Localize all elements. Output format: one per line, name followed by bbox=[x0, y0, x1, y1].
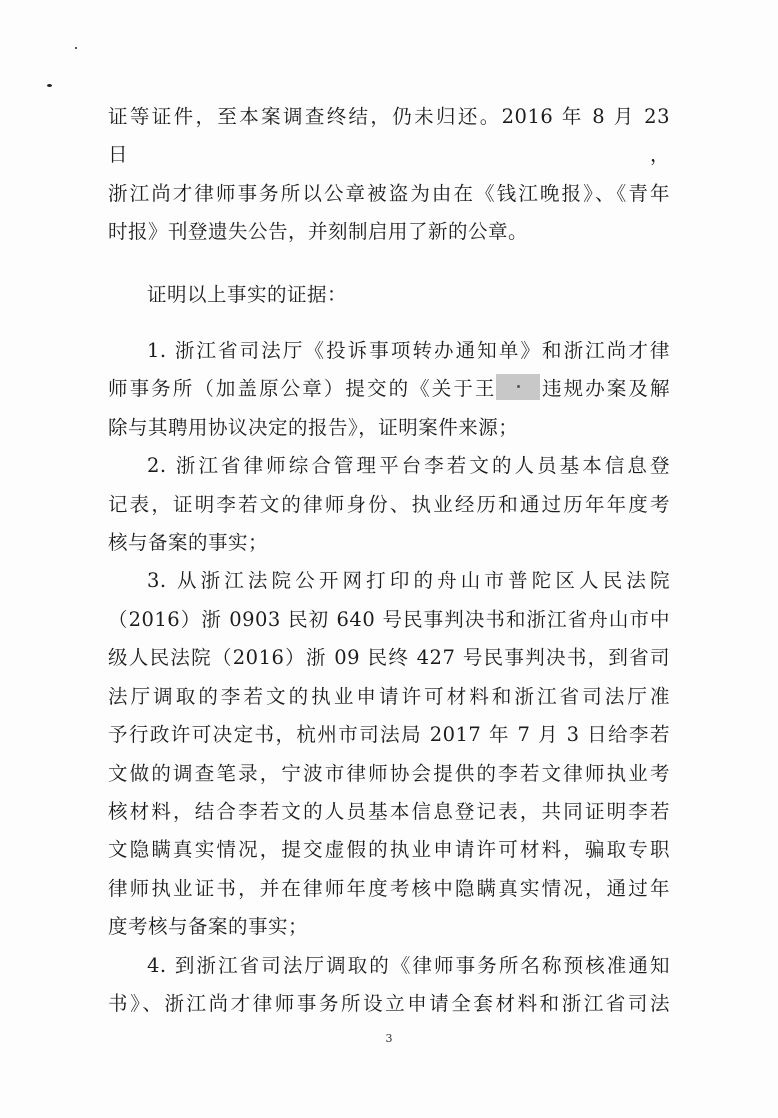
paragraph-evidence-2 bbox=[108, 447, 670, 562]
scan-speck bbox=[75, 47, 77, 49]
text-line: 4. 到浙江省司法厅调取的《律师事务所名称预核准通知 bbox=[147, 953, 670, 977]
text-segment: 违规办案及解 bbox=[540, 377, 670, 401]
text-line: 1. 浙江省司法厅《投诉事项转办通知单》和浙江尚才律 bbox=[147, 339, 670, 363]
text-line-with-redaction bbox=[108, 370, 670, 408]
text-line: 书》、浙江尚才律师事务所设立申请全套材料和浙江省司法 bbox=[108, 991, 670, 1015]
paragraph-continuation bbox=[108, 98, 670, 252]
text-line: 浙江尚才律师事务所以公章被盗为由在《钱江晚报》、《青年 bbox=[108, 181, 670, 205]
text-line: 级人民法院（2016）浙 09 民终 427 号民事判决书，到省司 bbox=[108, 646, 670, 670]
text-line: 3. 从浙江法院公开网打印的舟山市普陀区人民法院 bbox=[147, 569, 670, 593]
text-line: 核材料，结合李若文的人员基本信息登记表，共同证明李若 bbox=[108, 799, 670, 823]
text-line: 律师执业证书，并在律师年度考核中隐瞒真实情况，通过年 bbox=[108, 876, 670, 900]
text-line: 2. 浙江省律师综合管理平台李若文的人员基本信息登 bbox=[147, 454, 670, 478]
paragraph-evidence-3 bbox=[108, 562, 670, 946]
text-line: 核与备案的事实； bbox=[108, 531, 269, 555]
text-line: 证明以上事实的证据： bbox=[147, 282, 348, 306]
page-number: 3 bbox=[385, 1032, 393, 1045]
text-line: 记表，证明李若文的律师身份、执业经历和通过历年年度考 bbox=[108, 492, 670, 516]
text-line: 文隐瞒真实情况，提交虚假的执业申请许可材料，骗取专职 bbox=[108, 838, 670, 862]
text-line: 文做的调查笔录，宁波市律师协会提供的李若文律师执业考 bbox=[108, 761, 670, 785]
text-line: （2016）浙 0903 民初 640 号民事判决书和浙江省舟山市中 bbox=[108, 607, 671, 631]
redaction-box bbox=[496, 374, 540, 400]
paragraph-evidence-4 bbox=[108, 947, 670, 1024]
document-body bbox=[108, 98, 670, 1023]
text-segment: 师事务所（加盖原公章）提交的《关于王 bbox=[108, 377, 497, 401]
text-line: 予行政许可决定书，杭州市司法局 2017 年 7 月 3 日给李若 bbox=[108, 723, 670, 747]
text-line: 法厅调取的李若文的执业申请许可材料和浙江省司法厅准 bbox=[108, 684, 670, 708]
paragraph-evidence-1 bbox=[108, 332, 670, 447]
text-line: 度考核与备案的事实； bbox=[108, 915, 309, 939]
paragraph-evidence-heading bbox=[108, 276, 670, 314]
text-line: 除与其聘用协议决定的报告》，证明案件来源； bbox=[108, 415, 519, 439]
scan-speck bbox=[47, 84, 52, 87]
text-line: 时报》刊登遗失公告，并刻制启用了新的公章。 bbox=[108, 220, 529, 244]
text-line: 证等证件，至本案调查终结，仍未归还。2016 年 8 月 23 日， bbox=[108, 105, 670, 167]
